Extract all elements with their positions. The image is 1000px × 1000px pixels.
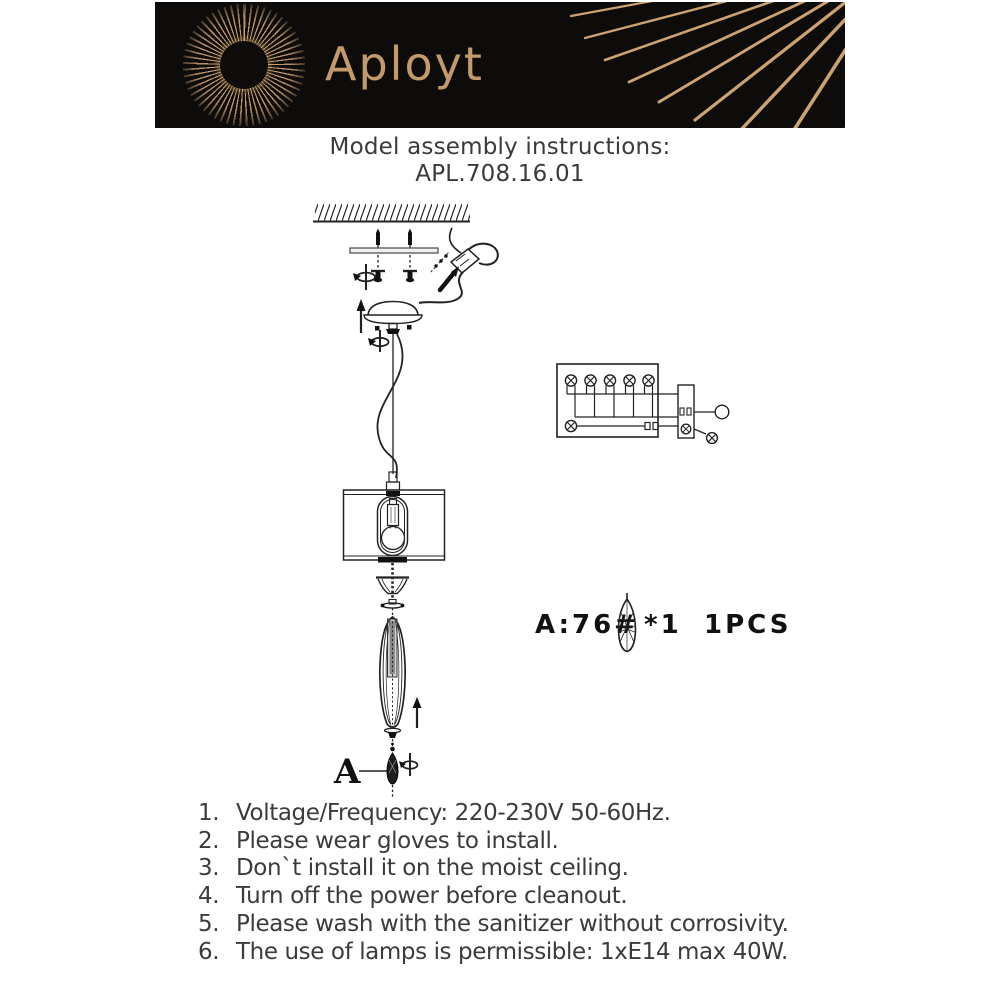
mounting-screws-icon bbox=[371, 229, 417, 283]
instruction-text: Please wear gloves to install. bbox=[236, 827, 559, 854]
terminal-box bbox=[678, 385, 694, 438]
instruction-text: Don`t install it on the moist ceiling. bbox=[236, 855, 629, 882]
instruction-number: 3. bbox=[198, 855, 220, 882]
part-code-label: A:76# bbox=[535, 610, 639, 640]
part-marker bbox=[333, 752, 387, 792]
rotation-arrow-icon bbox=[368, 330, 389, 352]
up-arrow-icon bbox=[413, 697, 422, 728]
lampshade bbox=[344, 472, 445, 563]
rotation-arrow-icon bbox=[353, 264, 375, 290]
glass-teardrop-shade bbox=[380, 617, 405, 738]
instruction-number: 1. bbox=[198, 800, 220, 826]
light-bulb-icon bbox=[382, 499, 405, 550]
instruction-text: The use of lamps is permissible: 1xE14 max 40W. bbox=[236, 938, 788, 965]
part-qty-label: *1 bbox=[644, 610, 682, 640]
page-title: Model assembly instructions: bbox=[329, 134, 671, 160]
instruction-item bbox=[198, 828, 858, 856]
instruction-item bbox=[198, 800, 858, 828]
ceiling-hatch bbox=[313, 204, 470, 222]
part-marker-label: A bbox=[334, 752, 361, 792]
brand-logo-text: Aployt bbox=[325, 37, 484, 91]
canopy bbox=[364, 302, 422, 335]
instruction-text: Turn off the power before cleanout. bbox=[236, 883, 628, 910]
instruction-item bbox=[198, 911, 858, 939]
funnel-bobeche bbox=[376, 563, 409, 618]
package-qty-label: 1PCS bbox=[704, 610, 792, 640]
parts-legend bbox=[535, 593, 791, 652]
switch-knob-icon bbox=[715, 405, 729, 419]
rotation-arrow-icon bbox=[399, 753, 418, 776]
instruction-number: 6. bbox=[198, 938, 220, 965]
lamp-symbols bbox=[565, 375, 654, 417]
suspension-cable bbox=[377, 334, 402, 478]
mounting-bracket bbox=[350, 248, 438, 253]
wiring-diagram bbox=[557, 364, 729, 443]
instruction-number: 2. bbox=[198, 827, 220, 854]
instruction-item bbox=[198, 883, 858, 911]
instruction-number: 5. bbox=[198, 910, 220, 937]
instruction-item bbox=[198, 855, 858, 883]
instruction-text: Please wash with the sanitizer without corrosivity. bbox=[236, 910, 789, 937]
instruction-list bbox=[198, 800, 858, 966]
instruction-number: 4. bbox=[198, 883, 220, 910]
model-number: APL.708.16.01 bbox=[415, 161, 585, 187]
instruction-item bbox=[198, 939, 858, 967]
crystal-pendant bbox=[387, 739, 398, 797]
wire-connector-detail bbox=[419, 228, 498, 303]
instruction-text: Voltage/Frequency: 220-230V 50-60Hz. bbox=[236, 800, 671, 826]
